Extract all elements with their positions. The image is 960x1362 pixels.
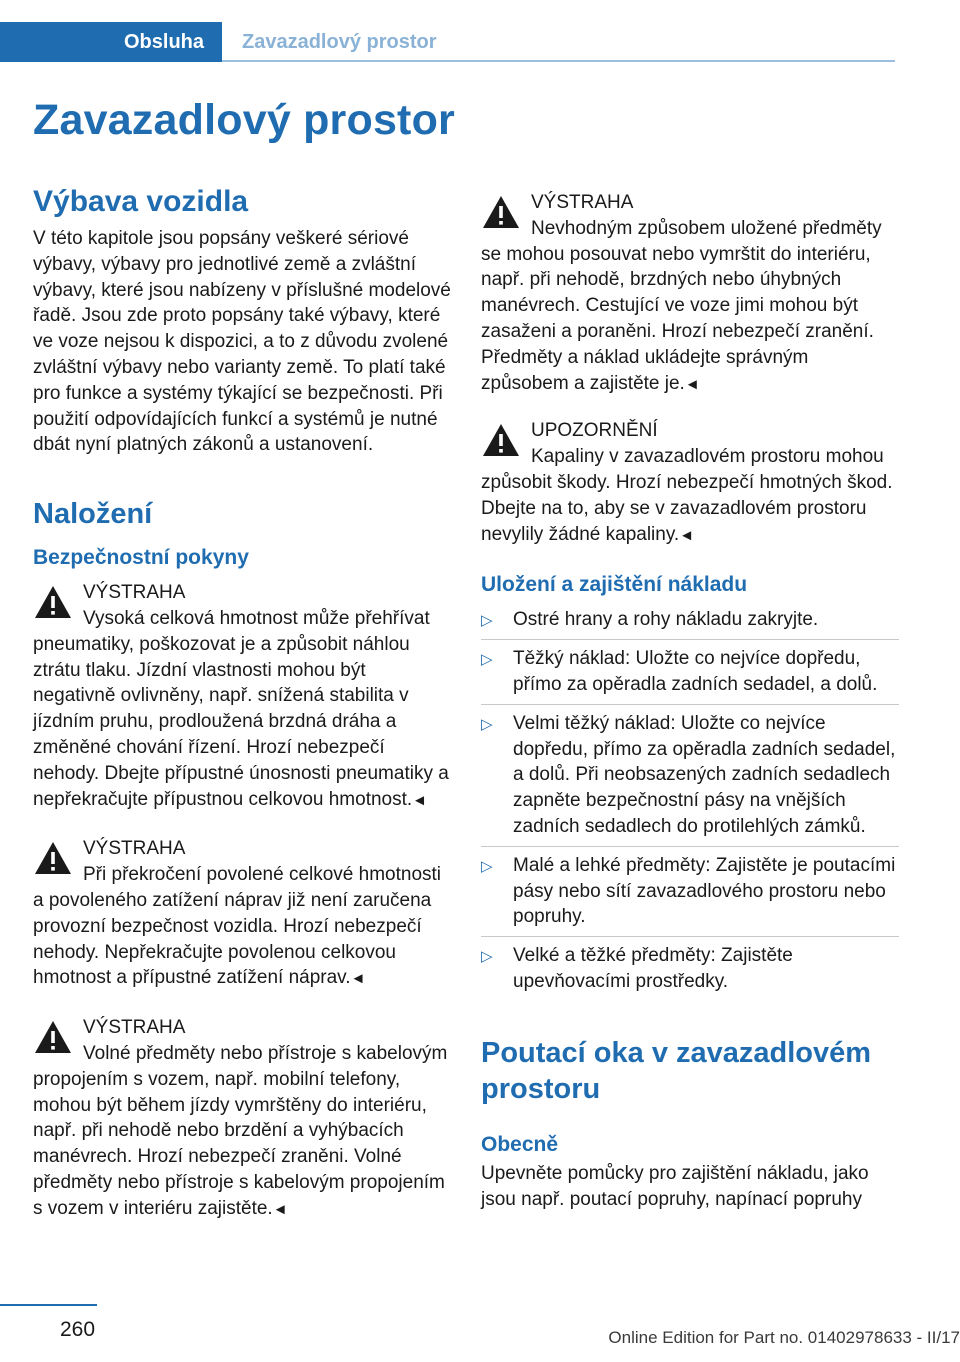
page-title: Zavazadlový prostor: [33, 96, 455, 144]
list-item: ▷ Malé a lehké předměty: Zajistěte je poutacími pásy nebo sítí zavazadlového prostoru nebo popruhy.: [481, 854, 896, 928]
subsection-heading-obecne: Obecně: [481, 1132, 559, 1156]
list-item: ▷ Velké a těžké předměty: Zajistěte upevňovacími prostředky.: [481, 945, 793, 992]
cargo-list: [481, 607, 899, 994]
page-number: 260: [60, 1318, 96, 1341]
end-mark: ◄: [412, 791, 428, 809]
warning-text: Při překročení povolené celkové hmotnosti a povoleného zatížení náprav již není zaručena provozní bezpečnost vozidla. Hrozí nebezpečí nehody. Nepřekračujte povolenou celkovou hmotnost a přípustné zatížení náprav.: [33, 864, 442, 989]
warning-text: Nevhodným způsobem uložené předměty se mohou posouvat nebo vymrštit do interiéru, např. při nehodě, brzdných nebo úhybných manévrech. Cestující ve voze jimi mohou být zasaženi a poraněni. Hrozí nebezpečí zranění. Předměty a náklad ukládejte správným způsobem a zajistěte je.: [481, 217, 882, 394]
divider: [481, 936, 899, 937]
right-column: [481, 190, 899, 1212]
header-divider: [222, 60, 895, 62]
triangle-bullet-icon: ▷: [481, 715, 493, 733]
warning-text: Volné předměty nebo přístroje s kabelovým propojením s vozem, např. mobilní telefony, mohou být během jízdy vymrštěny do interiéru, např. při nehodě nebo brzdění a vyhýbacích manévrech. Hrozí nebezpečí zraněni. Volné předměty nebo přístroje s kabelovým propojením s vozem v interiéru zajistěte.: [33, 1042, 448, 1219]
page-number-rule: [0, 1304, 97, 1306]
warning-triangle-icon: [33, 840, 73, 876]
warning-block: [33, 836, 451, 991]
section-heading-nalozeni: Naložení: [33, 498, 153, 531]
end-mark: ◄: [272, 1200, 288, 1218]
warning-title: VÝSTRAHA: [83, 1017, 186, 1039]
warning-text: Kapaliny v zavazadlovém prostoru mohou způsobit škody. Hrozí nebezpečí hmotných škod. Dbejte na to, aby se v zavazadlovém prostoru nevylily žádné kapaliny.: [481, 446, 893, 545]
triangle-bullet-icon: ▷: [481, 651, 493, 669]
tab-obsluha[interactable]: Obsluha: [0, 22, 222, 62]
divider: [481, 846, 899, 847]
section-text-vybava: V této kapitole jsou popsány veškeré sériové výbavy, výbavy pro jednotlivé země a zvláštní výbavy, které jsou nabízeny v příslušné modelové řadě. Jsou zde proto popsány také výbavy, které ve voze nejsou k dispozici, a to z důvodu zvolené zvláštní výbavy nebo varianty země. To platí také pro funkce a systémy týkající se bezpečnosti. Při použití odpovídajících funkcí a systémů je nutné dbát nyní platných zákonů a ustanovení.: [33, 228, 451, 456]
warning-title: VÝSTRAHA: [83, 582, 186, 604]
warning-text: Vysoká celková hmotnost může přehřívat pneumatiky, poškozovat je a způsobit náhlou ztrátu tlaku. Jízdní vlastnosti mohou být negativně ovlivněny, např. snížená stabilita v jízdním pruhu, prodloužená brzdná dráha a změněné chování řízení. Hrozí nebezpečí nehody. Dbejte přípustné únosnosti pneumatiky a nepřekračujte přípustnou celkovou hmotnost.: [33, 607, 449, 810]
triangle-bullet-icon: ▷: [481, 948, 493, 966]
warning-triangle-icon: [33, 1019, 73, 1055]
warning-block: [481, 190, 899, 396]
warning-title: VÝSTRAHA: [83, 838, 186, 860]
warning-title: VÝSTRAHA: [531, 192, 634, 213]
end-mark: ◄: [684, 375, 700, 393]
section-heading-poutaci-oka: Poutací oka v zavazadlovém prostoru: [481, 1036, 872, 1105]
list-item: ▷ Velmi těžký náklad: Uložte co nejvíce dopředu, přímo za opěradla zadních sedadel, a dolů. Při neobsazených zadních sedadlech zapněte bezpečnostní pásy na vnějších zadních sedadlech do protilehlých zámků.: [481, 712, 896, 837]
warning-block: [481, 418, 899, 547]
subsection-heading-bezpecnost: Bezpečnostní pokyny: [33, 546, 249, 570]
warning-title: UPOZORNĚNÍ: [531, 420, 658, 442]
subsection-heading-ulozeni: Uložení a zajištění nákladu: [481, 573, 748, 597]
warning-triangle-icon: [481, 194, 521, 230]
warning-triangle-icon: [481, 422, 521, 458]
list-item: ▷ Těžký náklad: Uložte co nejvíce dopředu, přímo za opěradla zadních sedadel, a dolů.: [481, 648, 878, 695]
list-item: ▷ Ostré hrany a rohy nákladu zakryjte.: [481, 607, 899, 633]
divider: [481, 704, 899, 705]
section-text-obecne: Upevněte pomůcky pro zajištění nákladu, jako jsou např. poutací popruhy, napínací popruhy: [481, 1162, 869, 1210]
warning-triangle-icon: [33, 584, 73, 620]
section-heading-vybava: Výbava vozidla: [33, 185, 249, 218]
warning-block: [33, 580, 451, 812]
footer-edition: Online Edition for Part no. 01402978633 - II/17: [608, 1328, 960, 1347]
warning-block: [33, 1015, 451, 1221]
triangle-bullet-icon: ▷: [481, 612, 493, 630]
end-mark: ◄: [679, 526, 695, 544]
end-mark: ◄: [350, 970, 366, 988]
left-column: [33, 184, 451, 1222]
triangle-bullet-icon: ▷: [481, 857, 493, 875]
tab-zavazadlovy-prostor[interactable]: Zavazadlový prostor: [242, 30, 437, 53]
divider: [481, 639, 899, 640]
header-tabbar: [0, 22, 895, 64]
